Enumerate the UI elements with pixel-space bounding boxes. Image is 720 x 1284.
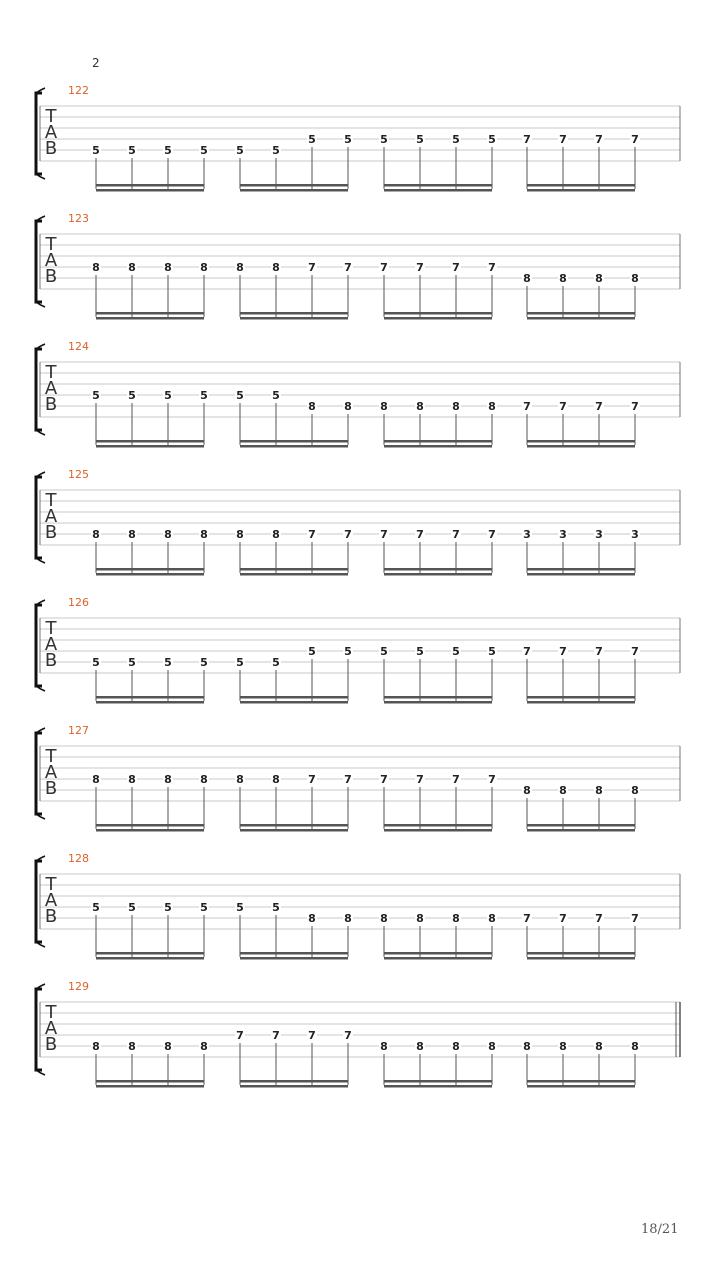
fret-number: 8	[452, 1040, 460, 1053]
beam-primary	[384, 312, 492, 315]
beam-secondary	[96, 189, 204, 192]
tab-system-124	[36, 340, 680, 448]
beam-secondary	[240, 573, 348, 576]
fret-number: 5	[308, 133, 316, 146]
fret-number: 8	[488, 1040, 496, 1053]
tab-clef-letter-t: T	[45, 106, 57, 127]
beam-primary	[384, 824, 492, 827]
fret-number: 8	[236, 773, 244, 786]
system-bracket	[36, 93, 42, 174]
fret-number: 8	[595, 1040, 603, 1053]
fret-number: 7	[344, 1029, 352, 1042]
fret-number: 5	[488, 133, 496, 146]
measure-number: 123	[68, 212, 89, 225]
beam-secondary	[384, 701, 492, 704]
beam-primary	[384, 568, 492, 571]
tab-clef-letter-t: T	[45, 1002, 57, 1023]
fret-number: 8	[523, 784, 531, 797]
tab-system-123	[36, 212, 680, 320]
fret-number: 8	[595, 784, 603, 797]
beam-primary	[240, 312, 348, 315]
fret-number: 7	[452, 528, 460, 541]
measure-number: 129	[68, 980, 89, 993]
fret-number: 5	[272, 656, 280, 669]
fret-number: 3	[523, 528, 531, 541]
fret-number: 8	[631, 784, 639, 797]
fret-number: 5	[308, 645, 316, 658]
system-bracket	[36, 605, 42, 686]
tab-clef-letter-b: B	[44, 394, 58, 415]
fret-number: 7	[523, 400, 531, 413]
fret-number: 5	[128, 656, 136, 669]
fret-number: 8	[488, 912, 496, 925]
beam-primary	[96, 824, 204, 827]
fret-number: 7	[488, 261, 496, 274]
fret-number: 7	[631, 400, 639, 413]
fret-number: 5	[344, 645, 352, 658]
beam-secondary	[527, 317, 635, 320]
beam-primary	[527, 184, 635, 187]
fret-number: 7	[488, 528, 496, 541]
fret-number: 7	[595, 400, 603, 413]
beam-primary	[384, 952, 492, 955]
tab-clef-letter-a: A	[44, 1018, 58, 1039]
beam-primary	[96, 312, 204, 315]
fret-number: 5	[452, 645, 460, 658]
fret-number: 5	[164, 901, 172, 914]
beam-primary	[96, 568, 204, 571]
fret-number: 5	[236, 389, 244, 402]
fret-number: 7	[380, 528, 388, 541]
fret-number: 8	[92, 528, 100, 541]
fret-number: 5	[92, 901, 100, 914]
beam-primary	[240, 440, 348, 443]
tab-system-127	[36, 724, 680, 832]
fret-number: 5	[236, 656, 244, 669]
beam-secondary	[527, 573, 635, 576]
fret-number: 8	[272, 773, 280, 786]
beam-primary	[384, 440, 492, 443]
page-number-top: 2	[92, 56, 100, 70]
fret-number: 8	[128, 1040, 136, 1053]
fret-number: 8	[200, 528, 208, 541]
fret-number: 7	[344, 528, 352, 541]
fret-number: 8	[308, 912, 316, 925]
fret-number: 5	[380, 645, 388, 658]
fret-number: 5	[128, 901, 136, 914]
tab-clef-letter-a: A	[44, 634, 58, 655]
measure-number: 127	[68, 724, 89, 737]
fret-number: 7	[631, 912, 639, 925]
tab-clef-letter-a: A	[44, 762, 58, 783]
fret-number: 7	[523, 133, 531, 146]
tab-clef-letter-t: T	[45, 490, 57, 511]
fret-number: 8	[452, 912, 460, 925]
fret-number: 8	[559, 1040, 567, 1053]
fret-number: 8	[380, 400, 388, 413]
beam-secondary	[240, 317, 348, 320]
page-counter: 18/21	[641, 1222, 679, 1237]
beam-secondary	[240, 445, 348, 448]
fret-number: 5	[416, 133, 424, 146]
tab-clef-letter-t: T	[45, 362, 57, 383]
tab-clef-letter-t: T	[45, 618, 57, 639]
beam-primary	[384, 696, 492, 699]
system-bracket	[36, 221, 42, 302]
beam-secondary	[240, 189, 348, 192]
fret-number: 5	[452, 133, 460, 146]
fret-number: 8	[595, 272, 603, 285]
beam-secondary	[240, 701, 348, 704]
beam-secondary	[384, 317, 492, 320]
system-bracket	[36, 861, 42, 942]
system-bracket	[36, 989, 42, 1070]
fret-number: 7	[631, 133, 639, 146]
fret-number: 7	[380, 773, 388, 786]
fret-number: 5	[200, 901, 208, 914]
fret-number: 5	[236, 144, 244, 157]
fret-number: 8	[523, 1040, 531, 1053]
tab-system-126	[36, 596, 680, 704]
fret-number: 5	[128, 144, 136, 157]
fret-number: 7	[559, 912, 567, 925]
beam-primary	[240, 696, 348, 699]
tab-clef-letter-t: T	[45, 874, 57, 895]
fret-number: 5	[200, 389, 208, 402]
fret-number: 3	[559, 528, 567, 541]
fret-number: 8	[128, 773, 136, 786]
beam-primary	[527, 1080, 635, 1083]
beam-primary	[527, 696, 635, 699]
fret-number: 5	[164, 144, 172, 157]
beam-secondary	[96, 829, 204, 832]
beam-primary	[96, 440, 204, 443]
fret-number: 7	[523, 645, 531, 658]
beam-primary	[240, 952, 348, 955]
beam-primary	[527, 440, 635, 443]
fret-number: 8	[416, 912, 424, 925]
fret-number: 8	[128, 261, 136, 274]
beam-secondary	[384, 829, 492, 832]
fret-number: 5	[344, 133, 352, 146]
measure-number: 128	[68, 852, 89, 865]
beam-secondary	[527, 701, 635, 704]
fret-number: 7	[595, 645, 603, 658]
fret-number: 8	[380, 1040, 388, 1053]
fret-number: 8	[523, 272, 531, 285]
fret-number: 8	[272, 261, 280, 274]
tab-clef-letter-b: B	[44, 138, 58, 159]
beam-secondary	[384, 573, 492, 576]
fret-number: 8	[236, 528, 244, 541]
fret-number: 5	[164, 389, 172, 402]
fret-number: 8	[631, 1040, 639, 1053]
fret-number: 7	[308, 773, 316, 786]
fret-number: 7	[416, 528, 424, 541]
tab-system-128	[36, 852, 680, 960]
fret-number: 7	[488, 773, 496, 786]
fret-number: 8	[236, 261, 244, 274]
beam-secondary	[384, 445, 492, 448]
beam-primary	[96, 1080, 204, 1083]
beam-secondary	[96, 957, 204, 960]
fret-number: 8	[164, 1040, 172, 1053]
fret-number: 8	[164, 261, 172, 274]
fret-number: 8	[344, 912, 352, 925]
fret-number: 8	[200, 261, 208, 274]
fret-number: 5	[92, 144, 100, 157]
fret-number: 8	[128, 528, 136, 541]
beam-secondary	[240, 829, 348, 832]
fret-number: 5	[488, 645, 496, 658]
beam-secondary	[527, 829, 635, 832]
fret-number: 8	[272, 528, 280, 541]
beam-secondary	[96, 701, 204, 704]
system-bracket	[36, 477, 42, 558]
tab-clef-letter-a: A	[44, 506, 58, 527]
fret-number: 7	[559, 645, 567, 658]
tab-clef-letter-b: B	[44, 778, 58, 799]
tab-clef-letter-b: B	[44, 522, 58, 543]
fret-number: 8	[92, 261, 100, 274]
fret-number: 8	[164, 528, 172, 541]
fret-number: 7	[631, 645, 639, 658]
fret-number: 5	[236, 901, 244, 914]
measure-number: 124	[68, 340, 89, 353]
beam-primary	[527, 568, 635, 571]
fret-number: 7	[272, 1029, 280, 1042]
system-bracket	[36, 349, 42, 430]
measure-number: 122	[68, 84, 89, 97]
fret-number: 7	[523, 912, 531, 925]
beam-primary	[384, 1080, 492, 1083]
fret-number: 5	[272, 144, 280, 157]
beam-primary	[96, 184, 204, 187]
tab-system-129	[36, 980, 680, 1088]
beam-secondary	[527, 1085, 635, 1088]
beam-secondary	[96, 317, 204, 320]
fret-number: 7	[452, 773, 460, 786]
tab-clef-letter-t: T	[45, 234, 57, 255]
fret-number: 7	[559, 133, 567, 146]
tab-clef-letter-b: B	[44, 266, 58, 287]
beam-primary	[240, 1080, 348, 1083]
fret-number: 8	[559, 272, 567, 285]
fret-number: 8	[380, 912, 388, 925]
tab-clef-letter-b: B	[44, 906, 58, 927]
fret-number: 8	[559, 784, 567, 797]
fret-number: 5	[92, 656, 100, 669]
beam-secondary	[384, 957, 492, 960]
fret-number: 7	[416, 773, 424, 786]
tab-clef-letter-b: B	[44, 1034, 58, 1055]
fret-number: 5	[92, 389, 100, 402]
beam-secondary	[384, 1085, 492, 1088]
beam-primary	[384, 184, 492, 187]
fret-number: 8	[92, 1040, 100, 1053]
tab-clef-letter-a: A	[44, 250, 58, 271]
tab-clef-letter-t: T	[45, 746, 57, 767]
fret-number: 7	[559, 400, 567, 413]
fret-number: 8	[631, 272, 639, 285]
fret-number: 7	[380, 261, 388, 274]
fret-number: 7	[236, 1029, 244, 1042]
fret-number: 5	[128, 389, 136, 402]
fret-number: 8	[488, 400, 496, 413]
beam-secondary	[240, 1085, 348, 1088]
beam-secondary	[384, 189, 492, 192]
beam-primary	[527, 824, 635, 827]
beam-secondary	[240, 957, 348, 960]
fret-number: 3	[595, 528, 603, 541]
fret-number: 5	[200, 144, 208, 157]
beam-secondary	[527, 445, 635, 448]
fret-number: 8	[92, 773, 100, 786]
beam-primary	[240, 824, 348, 827]
fret-number: 5	[380, 133, 388, 146]
beam-secondary	[96, 1085, 204, 1088]
beam-primary	[527, 952, 635, 955]
fret-number: 8	[452, 400, 460, 413]
beam-secondary	[527, 957, 635, 960]
fret-number: 7	[344, 261, 352, 274]
fret-number: 7	[308, 261, 316, 274]
fret-number: 8	[200, 773, 208, 786]
beam-secondary	[96, 445, 204, 448]
tab-clef-letter-a: A	[44, 890, 58, 911]
tab-clef-letter-b: B	[44, 650, 58, 671]
fret-number: 5	[272, 389, 280, 402]
fret-number: 5	[164, 656, 172, 669]
tab-clef-letter-a: A	[44, 378, 58, 399]
fret-number: 8	[416, 400, 424, 413]
beam-secondary	[96, 573, 204, 576]
fret-number: 7	[344, 773, 352, 786]
beam-primary	[240, 184, 348, 187]
fret-number: 5	[416, 645, 424, 658]
tab-system-125	[36, 468, 680, 576]
fret-number: 7	[595, 912, 603, 925]
fret-number: 8	[200, 1040, 208, 1053]
measure-number: 126	[68, 596, 89, 609]
beam-primary	[96, 696, 204, 699]
beam-primary	[527, 312, 635, 315]
fret-number: 7	[595, 133, 603, 146]
fret-number: 7	[308, 528, 316, 541]
tab-clef-letter-a: A	[44, 122, 58, 143]
fret-number: 7	[308, 1029, 316, 1042]
beam-secondary	[527, 189, 635, 192]
tab-system-122	[36, 84, 680, 192]
fret-number: 7	[416, 261, 424, 274]
beam-primary	[240, 568, 348, 571]
fret-number: 8	[164, 773, 172, 786]
fret-number: 3	[631, 528, 639, 541]
measure-number: 125	[68, 468, 89, 481]
beam-primary	[96, 952, 204, 955]
system-bracket	[36, 733, 42, 814]
fret-number: 8	[308, 400, 316, 413]
fret-number: 5	[272, 901, 280, 914]
fret-number: 5	[200, 656, 208, 669]
fret-number: 7	[452, 261, 460, 274]
fret-number: 8	[344, 400, 352, 413]
fret-number: 8	[416, 1040, 424, 1053]
